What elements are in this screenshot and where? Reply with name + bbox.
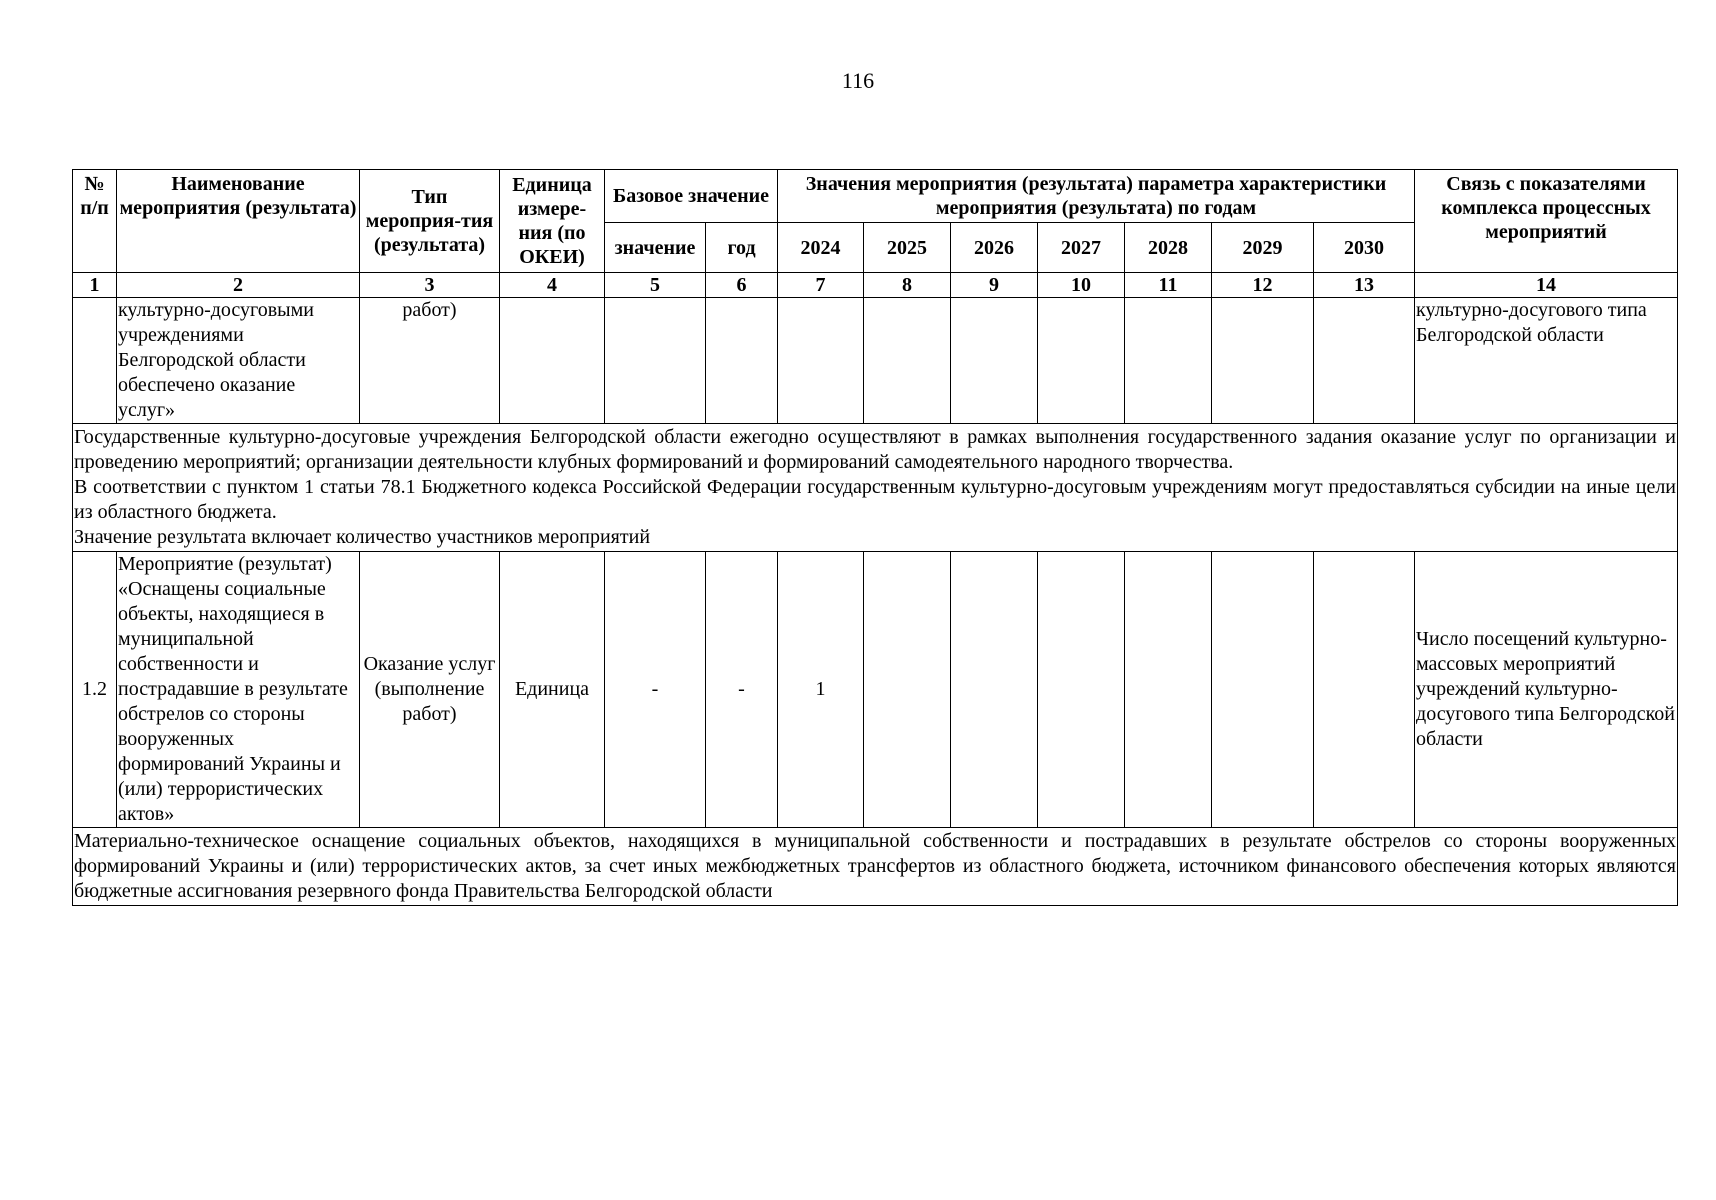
- row-year-cell: [1038, 552, 1125, 828]
- row-year-2024-cell: 1: [778, 552, 864, 828]
- row-type-cell: Оказание услуг (выполнение работ): [360, 552, 500, 828]
- header-base-value: значение: [605, 223, 706, 273]
- note-cell-1: [73, 424, 1678, 552]
- row-year-cell: [778, 298, 864, 424]
- row-name-cell: культурно-досуговыми учреждениями Белгородской области обеспечено оказание услуг»: [117, 298, 360, 424]
- table-row-1-2: [73, 552, 1678, 828]
- column-number: 7: [778, 273, 864, 298]
- row-link-cell: культурно-досугового типа Белгородской области: [1415, 298, 1678, 424]
- row-year-cell: [1038, 298, 1125, 424]
- table-row-continuation: [73, 298, 1678, 424]
- row-num-cell: 1.2: [73, 552, 117, 828]
- row-link-cell: Число посещений культурно-массовых мероприятий учреждений культурно-досугового типа Белгородской области: [1415, 552, 1678, 828]
- header-name: Наименование мероприятия (результата): [117, 170, 360, 273]
- row-num-cell: [73, 298, 117, 424]
- header-base: Базовое значение: [605, 170, 778, 223]
- row-year-cell: [1212, 552, 1314, 828]
- measures-table: [72, 169, 1678, 906]
- header-type: Тип мероприя-тия (результата): [360, 170, 500, 273]
- column-number: 11: [1125, 273, 1212, 298]
- row-year-cell: [1125, 298, 1212, 424]
- row-base-year-cell: [706, 298, 778, 424]
- row-year-cell: [1314, 298, 1415, 424]
- column-number: 10: [1038, 273, 1125, 298]
- note-paragraph: Государственные культурно-досуговые учреждения Белгородской области ежегодно осуществляют в рамках выполнения государственного задания оказание услуг по организации и проведению мероприятий; организации деятельности клубных формирований и формирований самодеятельного народного творчества.: [74, 426, 1677, 473]
- header-year-2026: 2026: [951, 223, 1038, 273]
- header-link: Связь с показателями комплекса процессных мероприятий: [1415, 170, 1678, 273]
- note-cell-2: Материально-техническое оснащение социальных объектов, находящихся в муниципальной собственности и пострадавших в результате обстрелов со стороны вооруженных формирований Украины и (или) террористических актов, за счет иных межбюджетных трансфертов из областного бюджета, источником финансового обеспечения которых являются бюджетные ассигнования резервного фонда Правительства Белгородской области: [73, 828, 1678, 906]
- column-number: 5: [605, 273, 706, 298]
- header-year-2028: 2028: [1125, 223, 1212, 273]
- row-year-cell: [1212, 298, 1314, 424]
- row-year-cell: [951, 298, 1038, 424]
- row-base-value-cell: [605, 298, 706, 424]
- column-number: 14: [1415, 273, 1678, 298]
- note-paragraph: В соответствии с пунктом 1 статьи 78.1 Бюджетного кодекса Российской Федерации государственным культурно-досуговым учреждениям могут предоставляться субсидии на иные цели из областного бюджета.: [74, 476, 1677, 523]
- column-number: 3: [360, 273, 500, 298]
- column-number: 9: [951, 273, 1038, 298]
- row-base-value-cell: -: [605, 552, 706, 828]
- column-number: 8: [864, 273, 951, 298]
- column-number: 1: [73, 273, 117, 298]
- row-unit-cell: [500, 298, 605, 424]
- row-year-cell: [864, 552, 951, 828]
- row-year-cell: [1125, 552, 1212, 828]
- row-type-cell: работ): [360, 298, 500, 424]
- row-name-cell: Мероприятие (результат) «Оснащены социальные объекты, находящиеся в муниципальной собственности и пострадавшие в результате обстрелов со стороны вооруженных формирований Украины и (или) террористических актов»: [117, 552, 360, 828]
- row-year-cell: [864, 298, 951, 424]
- header-year-2029: 2029: [1212, 223, 1314, 273]
- header-year-2024: 2024: [778, 223, 864, 273]
- column-number: 4: [500, 273, 605, 298]
- column-number: 13: [1314, 273, 1415, 298]
- header-base-year: год: [706, 223, 778, 273]
- header-num: № п/п: [73, 170, 117, 273]
- header-year-2025: 2025: [864, 223, 951, 273]
- header-year-2027: 2027: [1038, 223, 1125, 273]
- column-number: 12: [1212, 273, 1314, 298]
- header-values-by-year: Значения мероприятия (результата) параметра характеристики мероприятия (результата) по годам: [778, 170, 1415, 223]
- header-row-1: [73, 170, 1678, 223]
- column-number: 2: [117, 273, 360, 298]
- row-year-cell: [951, 552, 1038, 828]
- note-row-2: [73, 828, 1678, 906]
- column-number-row: [73, 273, 1678, 298]
- note-paragraph: Значение результата включает количество участников мероприятий: [74, 526, 651, 548]
- column-number: 6: [706, 273, 778, 298]
- row-unit-cell: Единица: [500, 552, 605, 828]
- header-year-2030: 2030: [1314, 223, 1415, 273]
- row-base-year-cell: -: [706, 552, 778, 828]
- row-year-cell: [1314, 552, 1415, 828]
- note-row-1: [73, 424, 1678, 552]
- header-unit: Единица измере-ния (по ОКЕИ): [500, 170, 605, 273]
- page-number: 116: [841, 68, 875, 93]
